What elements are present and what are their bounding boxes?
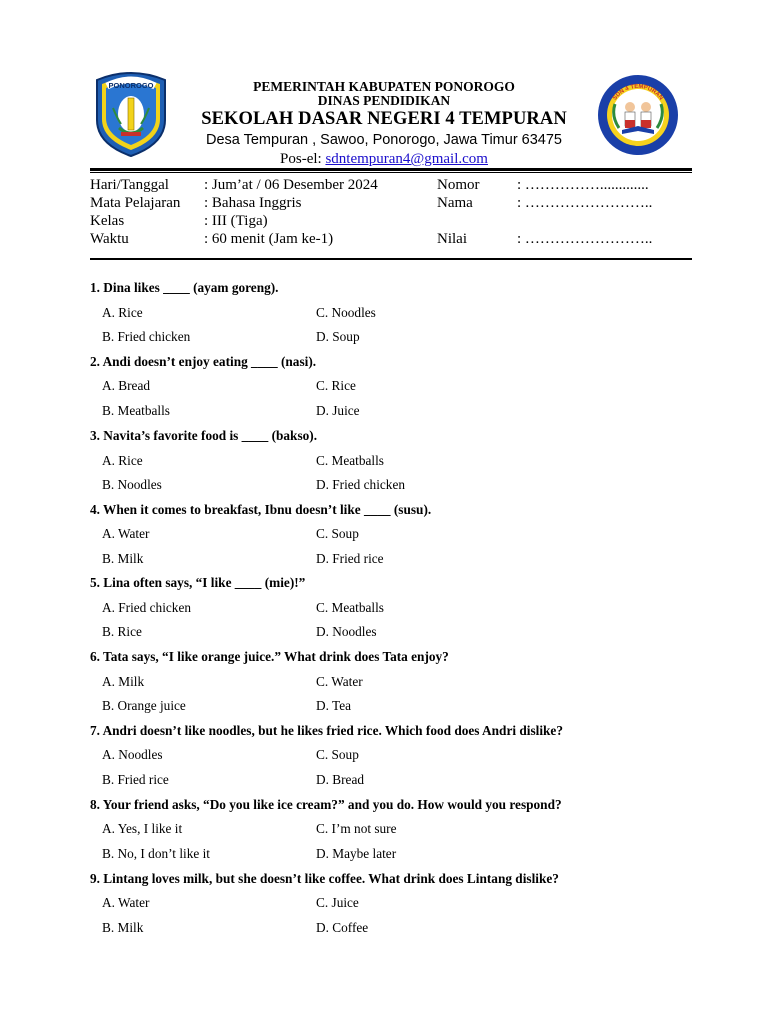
option-b[interactable]: B. Milk — [102, 920, 144, 935]
option-a[interactable]: A. Yes, I like it — [102, 821, 183, 836]
question-6: 6. Tata says, “I like orange juice.” What drink does Tata enjoy? — [90, 649, 449, 664]
time-label: Waktu — [90, 231, 129, 247]
option-d[interactable]: D. Fried rice — [316, 551, 384, 566]
question-1: 1. Dina likes ____ (ayam goreng). — [90, 280, 279, 295]
option-c[interactable]: C. Meatballs — [316, 453, 384, 468]
ponorogo-regency-logo — [93, 68, 169, 158]
info-row-time — [90, 230, 690, 248]
option-c[interactable]: C. Noodles — [316, 305, 376, 320]
option-d[interactable]: D. Tea — [316, 698, 352, 713]
option-a[interactable]: A. Noodles — [102, 747, 163, 762]
email-label: Pos-el: — [280, 151, 326, 167]
score-value: : …………………….. — [517, 231, 653, 247]
option-b[interactable]: B. Meatballs — [102, 403, 170, 418]
letterhead — [180, 79, 588, 169]
option-b[interactable]: B. No, I don’t like it — [102, 846, 210, 861]
score-label: Nilai — [437, 231, 467, 247]
school-logo — [597, 74, 679, 156]
option-d[interactable]: D. Juice — [316, 403, 360, 418]
school-name: SEKOLAH DASAR NEGERI 4 TEMPURAN — [201, 109, 567, 129]
info-rule-bottom — [90, 258, 692, 260]
logo-right-text: SDN 4 TEMPURAN — [612, 83, 664, 102]
info-row-subject — [90, 194, 690, 212]
option-b[interactable]: B. Milk — [102, 551, 144, 566]
government-name: PEMERINTAH KABUPATEN PONOROGO — [253, 79, 515, 94]
option-d[interactable]: D. Noodles — [316, 624, 377, 639]
option-a[interactable]: A. Water — [102, 895, 150, 910]
option-a[interactable]: A. Rice — [102, 453, 143, 468]
option-c[interactable]: C. I’m not sure — [316, 821, 397, 836]
subject-label: Mata Pelajaran — [90, 195, 181, 211]
school-address: Desa Tempuran , Sawoo, Ponorogo, Jawa Timur 63475 — [206, 132, 562, 148]
exam-info — [90, 176, 690, 248]
option-a[interactable]: A. Milk — [102, 674, 145, 689]
class-value: : III (Tiga) — [204, 213, 268, 229]
department-name: DINAS PENDIDIKAN — [317, 93, 451, 108]
logo-left-text: PONOROGO — [108, 81, 154, 90]
option-d[interactable]: D. Bread — [316, 772, 364, 787]
option-c[interactable]: C. Soup — [316, 526, 359, 541]
option-c[interactable]: C. Meatballs — [316, 600, 384, 615]
class-label: Kelas — [90, 213, 125, 229]
subject-value: : Bahasa Inggris — [204, 195, 302, 211]
option-b[interactable]: B. Fried rice — [102, 772, 169, 787]
option-b[interactable]: B. Orange juice — [102, 698, 186, 713]
option-b[interactable]: B. Noodles — [102, 477, 162, 492]
name-value: : …………………….. — [517, 195, 653, 211]
number-label: Nomor — [437, 177, 480, 193]
number-value: : ……………............. — [517, 177, 649, 193]
question-3: 3. Navita’s favorite food is ____ (bakso). — [90, 428, 318, 443]
question-4: 4. When it comes to breakfast, Ibnu doesn’t like ____ (susu). — [90, 502, 432, 517]
option-a[interactable]: A. Bread — [102, 378, 150, 393]
option-c[interactable]: C. Soup — [316, 747, 359, 762]
info-row-class — [90, 212, 690, 230]
email-line — [180, 150, 588, 169]
time-value: : 60 menit (Jam ke-1) — [204, 231, 334, 247]
day-value: : Jum’at / 06 Desember 2024 — [204, 177, 378, 193]
email-link[interactable]: sdntempuran4@gmail.com — [325, 151, 488, 167]
header-rule-thick — [90, 168, 692, 171]
option-c[interactable]: C. Water — [316, 674, 363, 689]
info-row-day — [90, 176, 690, 194]
option-d[interactable]: D. Soup — [316, 329, 360, 344]
question-7: 7. Andri doesn’t like noodles, but he likes fried rice. Which food does Andri dislike? — [90, 723, 563, 738]
option-b[interactable]: B. Rice — [102, 624, 142, 639]
option-d[interactable]: D. Fried chicken — [316, 477, 405, 492]
question-9: 9. Lintang loves milk, but she doesn’t like coffee. What drink does Lintang dislike? — [90, 871, 559, 886]
option-a[interactable]: A. Water — [102, 526, 150, 541]
option-a[interactable]: A. Rice — [102, 305, 143, 320]
option-c[interactable]: C. Juice — [316, 895, 359, 910]
question-5: 5. Lina often says, “I like ____ (mie)!” — [90, 575, 306, 590]
question-8: 8. Your friend asks, “Do you like ice cream?” and you do. How would you respond? — [90, 797, 562, 812]
name-label: Nama — [437, 195, 473, 211]
option-b[interactable]: B. Fried chicken — [102, 329, 191, 344]
option-d[interactable]: D. Coffee — [316, 920, 369, 935]
day-label: Hari/Tanggal — [90, 177, 169, 193]
option-d[interactable]: D. Maybe later — [316, 846, 397, 861]
header-rule-thin — [90, 172, 692, 173]
option-a[interactable]: A. Fried chicken — [102, 600, 191, 615]
option-c[interactable]: C. Rice — [316, 378, 356, 393]
question-2: 2. Andi doesn’t enjoy eating ____ (nasi). — [90, 354, 317, 369]
